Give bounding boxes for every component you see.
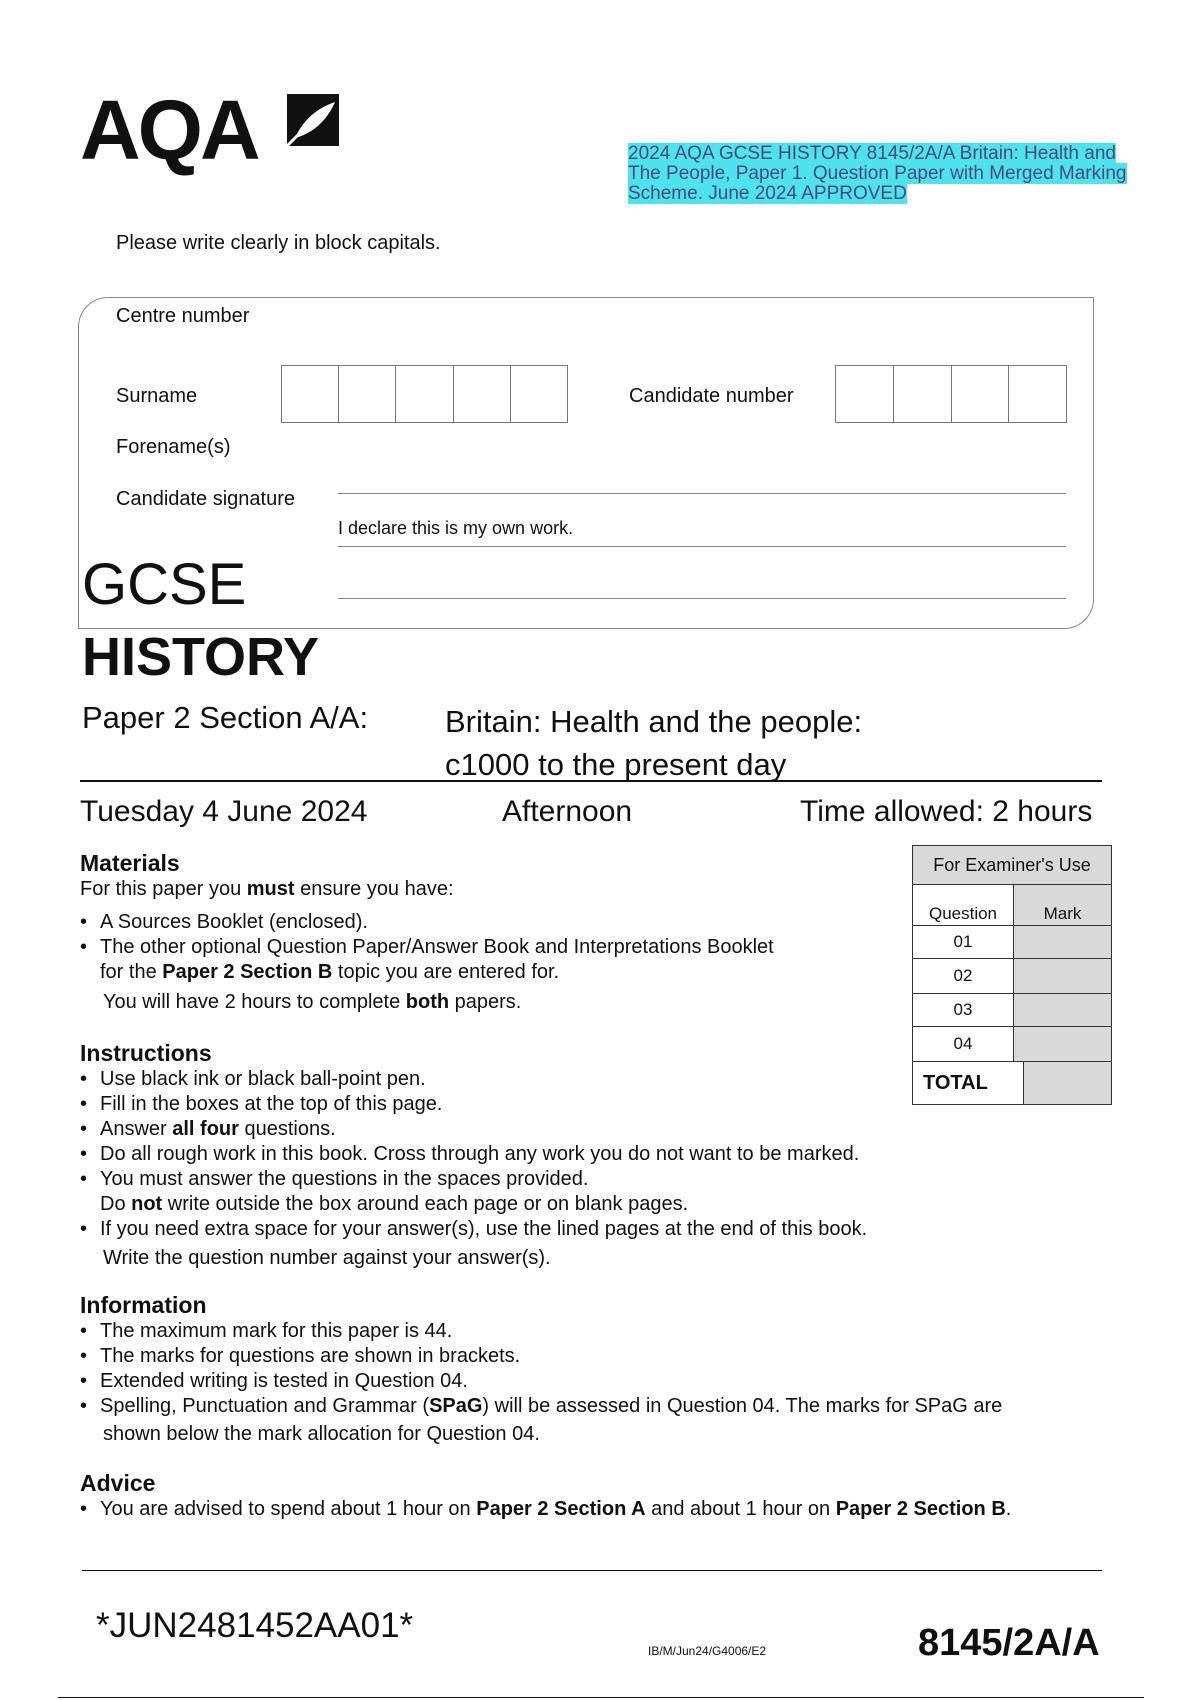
time-allowed: Time allowed: 2 hours xyxy=(800,795,1093,828)
information-section xyxy=(80,1292,1100,1447)
list-item: • If you need extra space for your answer(s), use the lined pages at the end of this book. xyxy=(80,1217,980,1242)
paper-title-line2: c1000 to the present day xyxy=(445,747,787,782)
aqa-logo xyxy=(80,83,258,177)
centre-number-label: Centre number xyxy=(116,305,250,327)
candidate-number-label: Candidate number xyxy=(629,385,794,407)
list-item-emphasis: Paper 2 Section B xyxy=(162,961,333,983)
list-item-text: Do xyxy=(100,1193,132,1215)
exam-date: Tuesday 4 June 2024 xyxy=(80,795,368,828)
table-row xyxy=(913,994,1111,1027)
surname-label: Surname xyxy=(116,385,198,407)
advice-heading: Advice xyxy=(80,1470,156,1496)
paper-label: Paper 2 Section A/A: xyxy=(82,700,369,735)
list-item-text: ) will be assessed in Question 04. The marks for SPaG are xyxy=(482,1395,1003,1417)
instructions-note: Write the question number against your answer(s). xyxy=(103,1247,551,1269)
forenames-line[interactable] xyxy=(338,546,1066,547)
materials-note xyxy=(80,990,900,1015)
candidate-number-boxes[interactable] xyxy=(835,365,1067,423)
page-bottom-line xyxy=(58,1697,1144,1698)
qualification-title: GCSE xyxy=(82,552,247,617)
list-item-emphasis: not xyxy=(131,1193,163,1215)
list-item xyxy=(80,1497,1110,1522)
instructions-list xyxy=(80,1067,980,1242)
footer-divider xyxy=(82,1570,1102,1571)
mark-column-header: Mark xyxy=(1014,885,1111,925)
list-item xyxy=(80,935,900,985)
list-item xyxy=(80,1167,980,1217)
table-row xyxy=(913,926,1111,959)
document-title-highlight xyxy=(628,144,1128,204)
list-item-text: The other optional Question Paper/Answer Book and Interpretations Booklet xyxy=(100,936,774,958)
list-item: • Extended writing is tested in Question 04. xyxy=(80,1369,1100,1394)
list-item: • Fill in the boxes at the top of this page. xyxy=(80,1092,980,1117)
paper-title-line1: Britain: Health and the people: xyxy=(445,704,863,739)
list-item-text: Answer xyxy=(100,1118,173,1140)
materials-note-emphasis: both xyxy=(405,991,450,1013)
question-number: 01 xyxy=(913,926,1014,958)
candidate-number-digit-box[interactable] xyxy=(894,366,952,422)
table-row xyxy=(913,959,1111,994)
mark-cell xyxy=(1014,994,1111,1026)
exam-session: Afternoon xyxy=(502,795,633,828)
mark-cell xyxy=(1014,1027,1111,1061)
list-item-emphasis: SPaG xyxy=(429,1395,483,1417)
aqa-logo-mark-icon xyxy=(285,92,341,148)
materials-intro-text: For this paper you xyxy=(80,878,247,900)
candidate-number-digit-box[interactable] xyxy=(836,366,894,422)
surname-line[interactable] xyxy=(338,493,1066,494)
list-item: • A Sources Booklet (enclosed). xyxy=(80,910,900,935)
list-item: • The maximum mark for this paper is 44. xyxy=(80,1319,1100,1344)
list-item-text: questions. xyxy=(238,1118,336,1140)
materials-intro xyxy=(80,877,900,902)
question-number: 03 xyxy=(913,994,1014,1026)
total-label: TOTAL xyxy=(913,1062,1024,1104)
examiners-use-columns xyxy=(913,885,1111,926)
examiners-use-header: For Examiner's Use xyxy=(913,846,1111,885)
list-item-emphasis: all four xyxy=(172,1118,239,1140)
forenames-label: Forename(s) xyxy=(116,436,231,458)
question-number: 04 xyxy=(913,1027,1014,1061)
paper-title xyxy=(445,700,862,786)
mark-cell xyxy=(1014,926,1111,958)
total-mark-cell xyxy=(1024,1062,1111,1104)
paper-code: 8145/2A/A xyxy=(918,1622,1100,1664)
list-item: • Use black ink or black ball-point pen. xyxy=(80,1067,980,1092)
advice-section xyxy=(80,1470,1110,1522)
list-item: • The marks for questions are shown in brackets. xyxy=(80,1344,1100,1369)
question-number: 02 xyxy=(913,959,1014,993)
logo-text: AQA xyxy=(80,83,258,177)
materials-section xyxy=(80,850,900,1015)
materials-list xyxy=(80,910,900,985)
candidate-number-digit-box[interactable] xyxy=(1009,366,1066,422)
information-note: shown below the mark allocation for Question 04. xyxy=(103,1423,540,1445)
list-item-text: Spelling, Punctuation and Grammar ( xyxy=(100,1395,430,1417)
materials-intro-emphasis: must xyxy=(246,878,295,900)
mark-cell xyxy=(1014,959,1111,993)
centre-number-boxes[interactable] xyxy=(281,365,568,423)
materials-intro-text: ensure you have: xyxy=(294,878,454,900)
materials-note-text: papers. xyxy=(449,991,522,1013)
question-column-header: Question xyxy=(913,885,1014,925)
materials-note-text: You will have 2 hours to complete xyxy=(103,991,406,1013)
title-divider xyxy=(80,780,1102,782)
centre-number-digit-box[interactable] xyxy=(511,366,567,422)
list-item-text: . xyxy=(1005,1498,1012,1520)
centre-number-digit-box[interactable] xyxy=(282,366,339,422)
barcode-text: *JUN2481452AA01* xyxy=(96,1606,414,1645)
instructions-heading: Instructions xyxy=(80,1040,212,1066)
list-item xyxy=(80,1117,980,1142)
subject-title: HISTORY xyxy=(82,627,320,687)
list-item xyxy=(80,1394,1100,1419)
list-item-text: You must answer the questions in the spaces provided. xyxy=(100,1168,589,1190)
centre-number-digit-box[interactable] xyxy=(454,366,511,422)
centre-number-digit-box[interactable] xyxy=(396,366,453,422)
list-item-text: and about 1 hour on xyxy=(645,1498,836,1520)
reference-code: IB/M/Jun24/G4006/E2 xyxy=(648,1644,767,1658)
list-item-text: for the xyxy=(100,961,163,983)
information-list xyxy=(80,1319,1100,1419)
list-item: • Do all rough work in this book. Cross through any work you do not want to be marked. xyxy=(80,1142,980,1167)
list-item-text: You are advised to spend about 1 hour on xyxy=(100,1498,477,1520)
advice-list xyxy=(80,1497,1110,1522)
highlighted-title: 2024 AQA GCSE HISTORY 8145/2A/A Britain: Health and The People, Paper 1. Question Paper with Merged Marking Scheme. June 2024 APPROVED xyxy=(628,143,1127,204)
information-heading: Information xyxy=(80,1292,207,1318)
candidate-signature-label: Candidate signature xyxy=(116,488,296,510)
block-capitals-instruction: Please write clearly in block capitals. xyxy=(116,232,441,254)
declaration-text: I declare this is my own work. xyxy=(338,518,574,538)
list-item-emphasis: Paper 2 Section A xyxy=(476,1498,646,1520)
signature-line[interactable] xyxy=(338,598,1066,599)
instructions-section xyxy=(80,1040,980,1271)
candidate-number-digit-box[interactable] xyxy=(952,366,1010,422)
list-item-emphasis: Paper 2 Section B xyxy=(835,1498,1006,1520)
list-item-text: topic you are entered for. xyxy=(332,961,560,983)
materials-heading: Materials xyxy=(80,850,180,876)
centre-number-digit-box[interactable] xyxy=(339,366,396,422)
list-item-text: write outside the box around each page or on blank pages. xyxy=(162,1193,689,1215)
